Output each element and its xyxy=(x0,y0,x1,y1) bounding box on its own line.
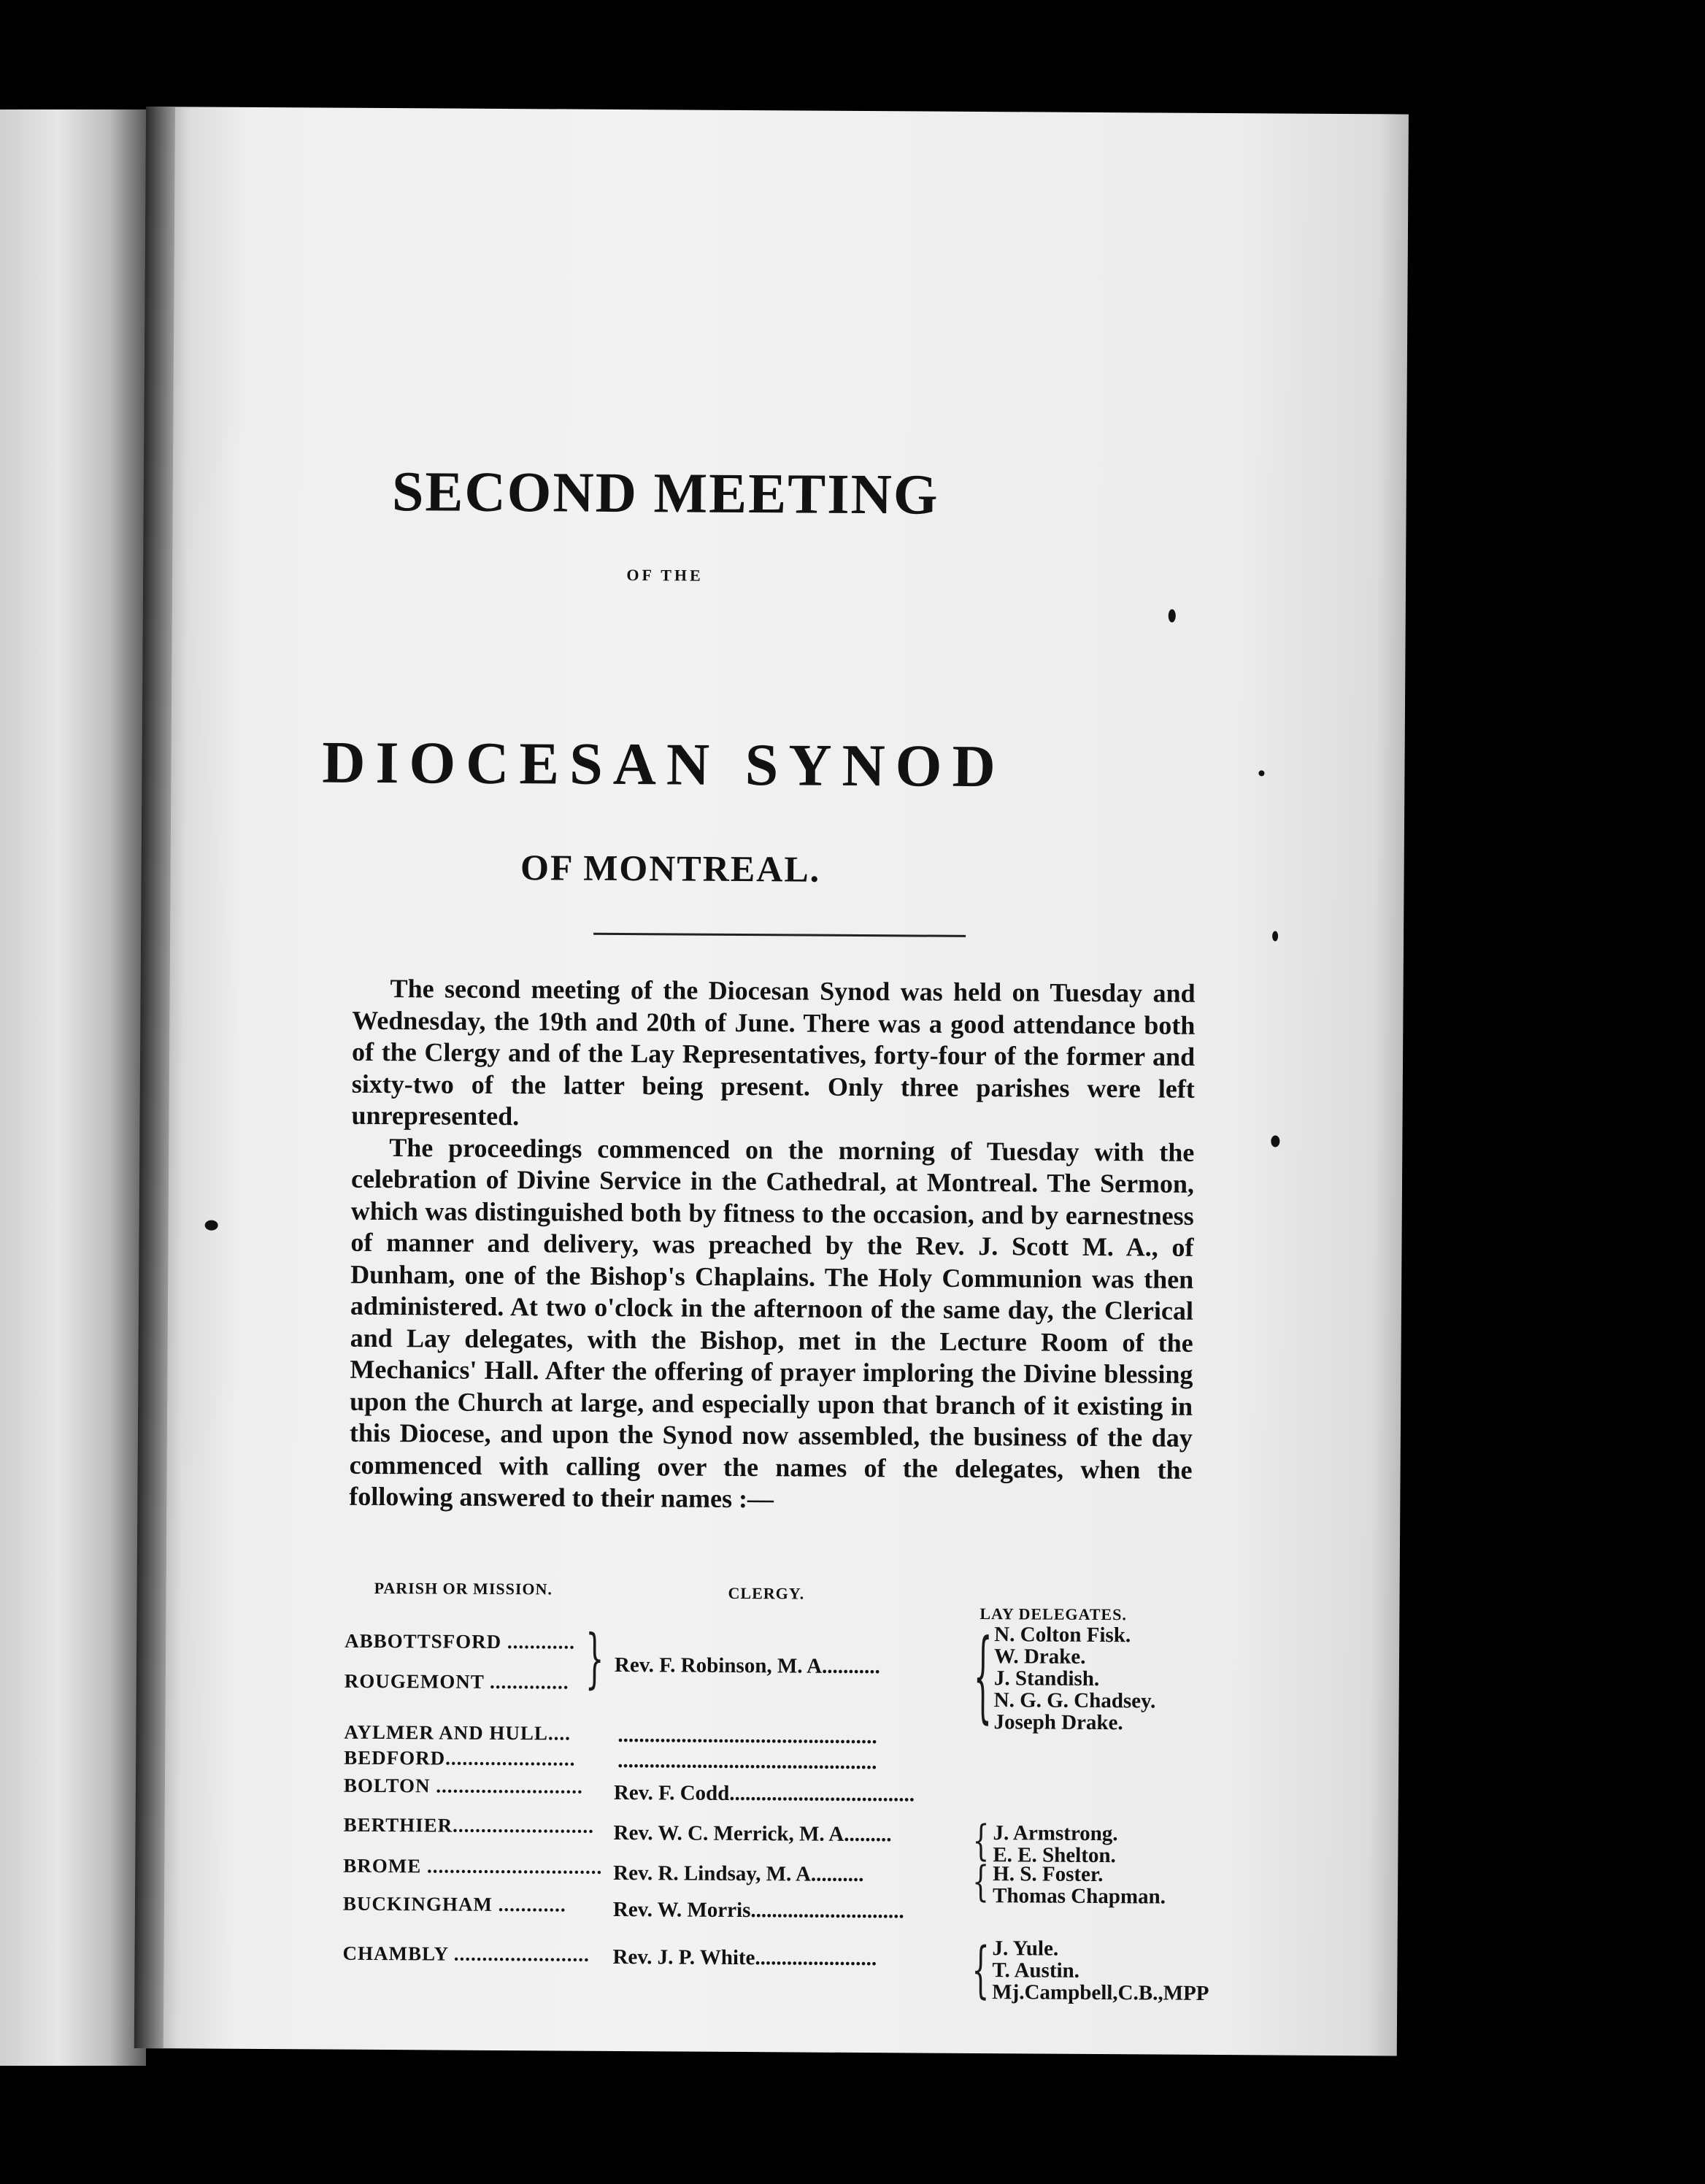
clergy-blank-bedford: ................................................. xyxy=(617,1748,877,1774)
delegate-roll xyxy=(342,1578,1209,2044)
parish-rougemont: ROUGEMONT .............. xyxy=(344,1669,569,1693)
clergy-merrick: Rev. W. C. Merrick, M. A......... xyxy=(613,1820,892,1847)
parish-bolton: BOLTON .......................... xyxy=(343,1774,583,1798)
lay-delegate: Mj.Campbell,C.B.,MPP xyxy=(992,1980,1209,2005)
lay-delegate: Joseph Drake. xyxy=(993,1710,1123,1735)
heading-of-the: OF THE xyxy=(626,566,704,585)
heading-diocesan-synod: DIOCESAN SYNOD xyxy=(322,728,1006,800)
lay-group-berthier xyxy=(993,1822,1117,1866)
lay-group-brome xyxy=(993,1863,1166,1907)
lay-brace: { xyxy=(972,1817,990,1866)
ink-speck xyxy=(1169,610,1176,623)
clergy-morris: Rev. W. Morris............................. xyxy=(612,1897,904,1923)
body-text xyxy=(349,973,1195,1518)
parish-brace: } xyxy=(585,1622,604,1697)
facing-page-edge xyxy=(0,109,146,2066)
clergy-codd: Rev. F. Codd................................... xyxy=(613,1780,915,1807)
lay-delegate: W. Drake. xyxy=(993,1645,1086,1669)
lay-delegate: J. Standish. xyxy=(993,1666,1100,1691)
lay-brace: { xyxy=(973,1620,993,1735)
lay-delegate: H. S. Foster. xyxy=(993,1862,1104,1887)
lay-group-chambly xyxy=(992,1937,1209,2004)
document-page xyxy=(134,107,1409,2056)
clergy-blank-aylmer: ................................................. xyxy=(617,1723,877,1749)
clergy-robinson: Rev. F. Robinson, M. A........... xyxy=(614,1653,880,1679)
lay-delegate: Thomas Chapman. xyxy=(992,1884,1166,1909)
lay-delegate: J. Yule. xyxy=(992,1937,1059,1961)
lay-delegate: E. E. Shelton. xyxy=(993,1843,1116,1868)
header-lay-delegates: LAY DELEGATES. xyxy=(979,1604,1127,1624)
heading-rule xyxy=(593,933,966,937)
lay-delegate: N. Colton Fisk. xyxy=(994,1623,1131,1647)
clergy-white: Rev. J. P. White....................... xyxy=(612,1945,877,1971)
parish-berthier: BERTHIER......................... xyxy=(343,1813,595,1837)
parish-brome: BROME ............................... xyxy=(343,1854,603,1878)
heading-of-montreal: OF MONTREAL. xyxy=(520,847,821,890)
lay-delegate: T. Austin. xyxy=(992,1958,1080,1983)
parish-abbottsford: ABBOTTSFORD ............ xyxy=(345,1629,576,1653)
header-clergy: CLERGY. xyxy=(728,1583,805,1603)
ink-speck xyxy=(1271,1135,1279,1147)
paragraph-1: The second meeting of the Diocesan Synod was held on Tuesday and Wednesday, the 19th and 20th of June. There was a good attendance both of the Clergy and of the Lay Representatives, forty-four of the former and sixty-two of the latter being present. Only three parishes were left unrepresented. xyxy=(351,974,1196,1131)
clergy-lindsay: Rev. R. Lindsay, M. A.......... xyxy=(613,1861,864,1887)
lay-delegate: N. G. G. Chadsey. xyxy=(993,1688,1156,1713)
lay-delegate: J. Armstrong. xyxy=(993,1821,1118,1846)
lay-brace: { xyxy=(971,1858,990,1907)
ink-speck xyxy=(1258,770,1264,776)
parish-bedford: BEDFORD....................... xyxy=(344,1746,576,1770)
lay-brace: { xyxy=(971,1934,990,2005)
parish-aylmer-and-hull: AYLMER AND HULL.... xyxy=(344,1720,571,1745)
heading-second-meeting: SECOND MEETING xyxy=(391,459,939,526)
ink-speck xyxy=(1272,931,1278,941)
header-parish: PARISH OR MISSION. xyxy=(374,1578,553,1599)
ink-speck xyxy=(205,1220,218,1231)
parish-buckingham: BUCKINGHAM ............ xyxy=(342,1892,566,1916)
lay-group-abbottsford xyxy=(993,1623,1155,1734)
paragraph-2: The proceedings commenced on the morning of Tuesday with the celebration of Divine Service in the Cathedral, at Montreal. The Sermon, which was distinguished both by fitness to the occasion, and by earnestness of manner and delivery, was preached by the Rev. J. Scott M. A., of Dunham, one of the Bishop's Chaplains. The Holy Communion was then administered. At two o'clock in the afternoon of the same day, the Clerical and Lay delegates, with the Bishop, met in the Lecture Room of the Mechanics' Hall. After the offering of prayer imploring the Divine blessing upon the Church at large, and especially upon that branch of it existing in this Diocese, and upon the Synod now assembled, the business of the day commenced with calling over the names of the delegates, when the following answered to their names :— xyxy=(349,1132,1195,1514)
parish-chambly: CHAMBLY ........................ xyxy=(342,1942,590,1966)
